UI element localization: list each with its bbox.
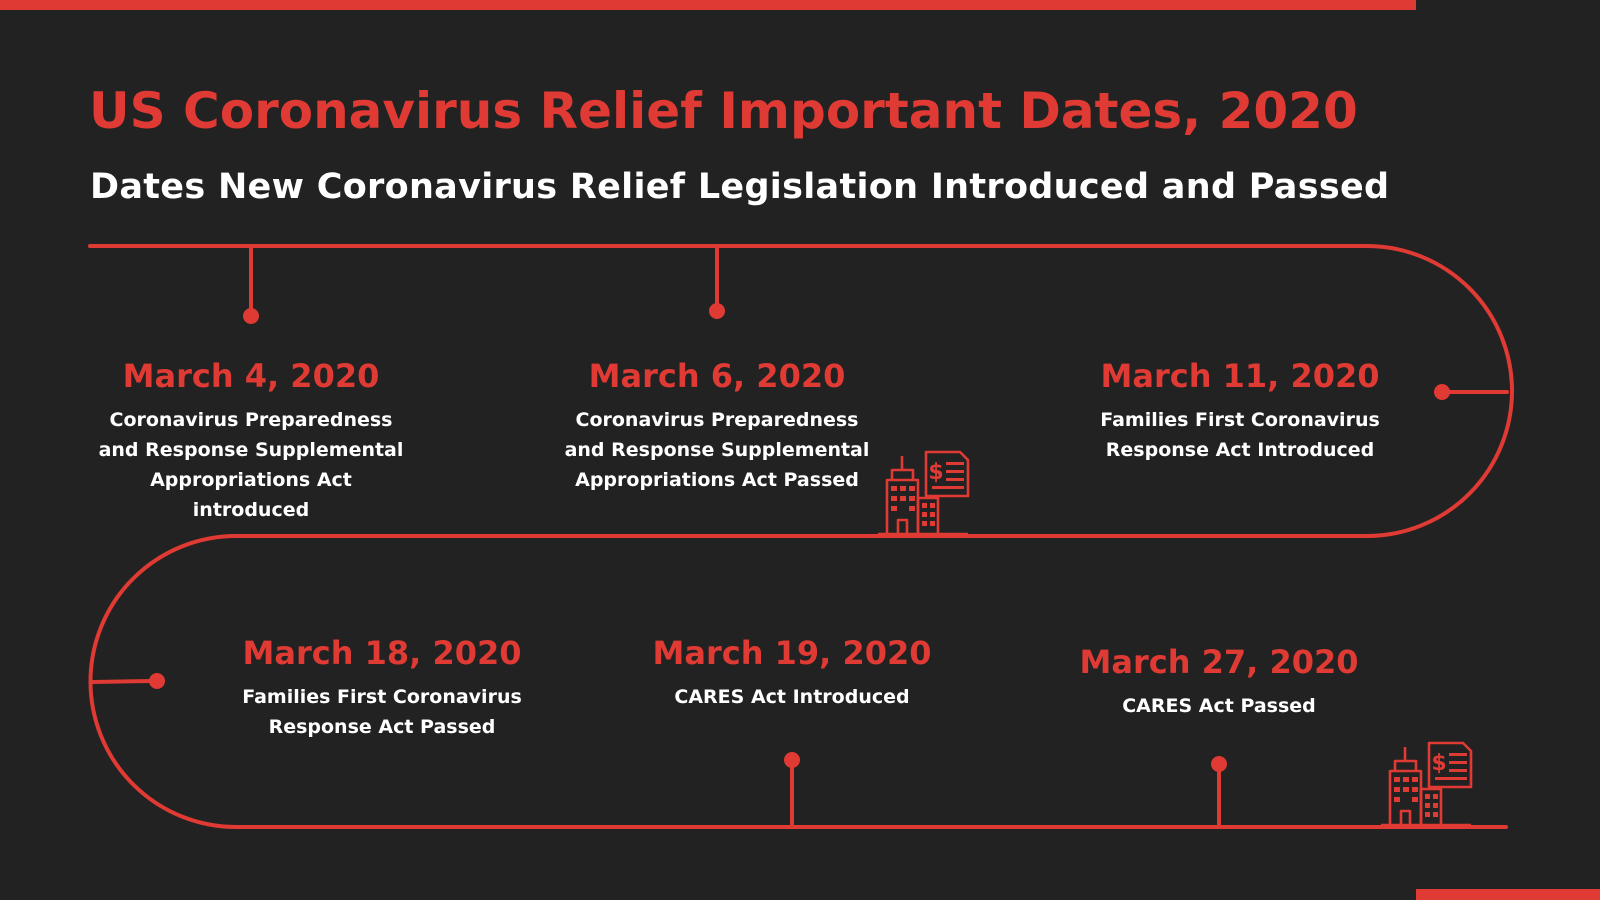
event-date: March 6, 2020 bbox=[588, 357, 846, 395]
timeline-event bbox=[91, 357, 411, 525]
event-date: March 4, 2020 bbox=[122, 357, 380, 395]
event-date: March 19, 2020 bbox=[652, 634, 932, 672]
event-description: Coronavirus Preparedness and Response Supplemental Appropriations Act introduced bbox=[98, 409, 404, 521]
event-date: March 27, 2020 bbox=[1079, 643, 1359, 681]
svg-text:$: $ bbox=[1431, 751, 1447, 776]
timeline-event bbox=[1069, 643, 1369, 721]
timeline-event bbox=[642, 634, 942, 712]
marker-event-2 bbox=[709, 303, 725, 319]
event-description: Families First Coronavirus Response Act Introduced bbox=[1100, 409, 1380, 461]
event-description: CARES Act Introduced bbox=[674, 686, 910, 708]
marker-event-6 bbox=[1211, 756, 1227, 772]
marker-event-4 bbox=[149, 673, 165, 689]
page-title: US Coronavirus Relief Important Dates, 2020 bbox=[89, 82, 1358, 140]
marker-event-1 bbox=[243, 308, 259, 324]
timeline-event bbox=[1085, 357, 1395, 465]
timeline-event bbox=[557, 357, 877, 495]
event-description: CARES Act Passed bbox=[1122, 695, 1316, 717]
event-date: March 11, 2020 bbox=[1100, 357, 1380, 395]
city-finance-icon bbox=[878, 452, 968, 534]
marker-event-5 bbox=[784, 752, 800, 768]
event-date: March 18, 2020 bbox=[242, 634, 522, 672]
page-subtitle: Dates New Coronavirus Relief Legislation Introduced and Passed bbox=[90, 167, 1390, 207]
city-finance-icon bbox=[1381, 743, 1471, 825]
connector-event-4 bbox=[93, 681, 153, 682]
svg-text:$: $ bbox=[928, 460, 944, 485]
marker-event-3 bbox=[1434, 384, 1450, 400]
event-description: Families First Coronavirus Response Act Passed bbox=[242, 686, 522, 738]
event-description: Coronavirus Preparedness and Response Supplemental Appropriations Act Passed bbox=[564, 409, 870, 491]
timeline-event bbox=[232, 634, 532, 742]
